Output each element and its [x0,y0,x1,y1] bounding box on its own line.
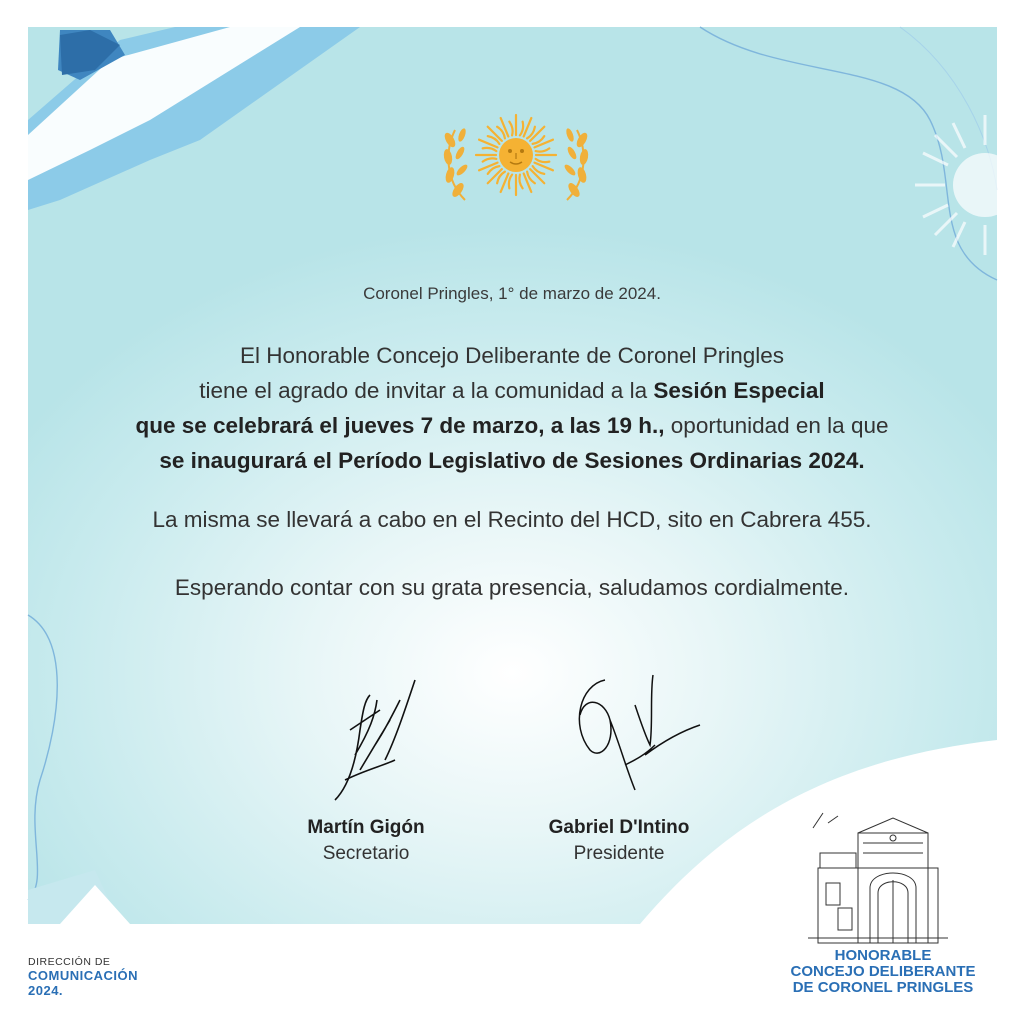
footer-line: COMUNICACIÓN [28,968,138,983]
paragraph-text: tiene el agrado de invitar a la comunidad a la [199,378,654,403]
footer-department [28,956,138,998]
paragraph-text: oportunidad en la que [664,413,889,438]
signatory-name: Gabriel D'Intino [548,817,690,838]
sun-ray [536,159,550,162]
sun-ray [501,173,509,191]
sun-ray [509,175,512,189]
paragraph-line [0,373,1024,408]
faint-sun-icon [915,115,1017,255]
sun-ray [483,148,497,151]
laurel-branch-icon [443,127,470,200]
session-purpose: se inaugurará el Período Legislativo de Sesiones Ordinarias 2024. [159,448,865,473]
sun-ray [509,122,512,136]
flag-ribbon-icon [28,27,360,210]
footer-line: DIRECCIÓN DE [28,956,111,968]
session-datetime: que se celebrará el jueves 7 de marzo, a las 19 h., [135,413,665,438]
institution-line: CONCEJO DELIBERANTE [790,963,976,980]
building-sketch-icon [808,808,948,948]
sun-of-may-icon [440,105,592,210]
signatory-name: Martín Gigón [307,817,425,838]
signature-icon [315,670,425,810]
sun-ray [536,148,550,151]
signature-icon [565,665,705,795]
invitation-paragraph [0,338,1024,478]
closing-line: Esperando contar con su grata presencia, saludamos cordialmente. [174,575,850,600]
signatory-role: Presidente [573,843,665,864]
sun-ray [519,175,522,189]
laurel-branch-icon [563,127,590,200]
paragraph-line [0,408,1024,443]
footer-line: 2024. [28,983,64,998]
date-line: Coronel Pringles, 1° de marzo de 2024. [363,284,661,303]
sun-ray [524,118,532,136]
footer-institution [770,948,996,996]
institution-line: HONORABLE [834,947,932,964]
location-line: La misma se llevará a cabo en el Recinto del HCD, sito en Cabrera 455. [152,507,872,532]
sun-ray [479,140,497,148]
institution-line: DE CORONEL PRINGLES [792,979,974,996]
signatory-role: Secretario [322,843,410,864]
paragraph-line [0,443,1024,478]
sun-ray [483,158,497,161]
sun-ray [534,163,552,171]
sun-ray [520,122,523,136]
session-name: Sesión Especial [653,378,825,403]
paragraph-line: El Honorable Concejo Deliberante de Coronel Pringles [239,343,785,368]
